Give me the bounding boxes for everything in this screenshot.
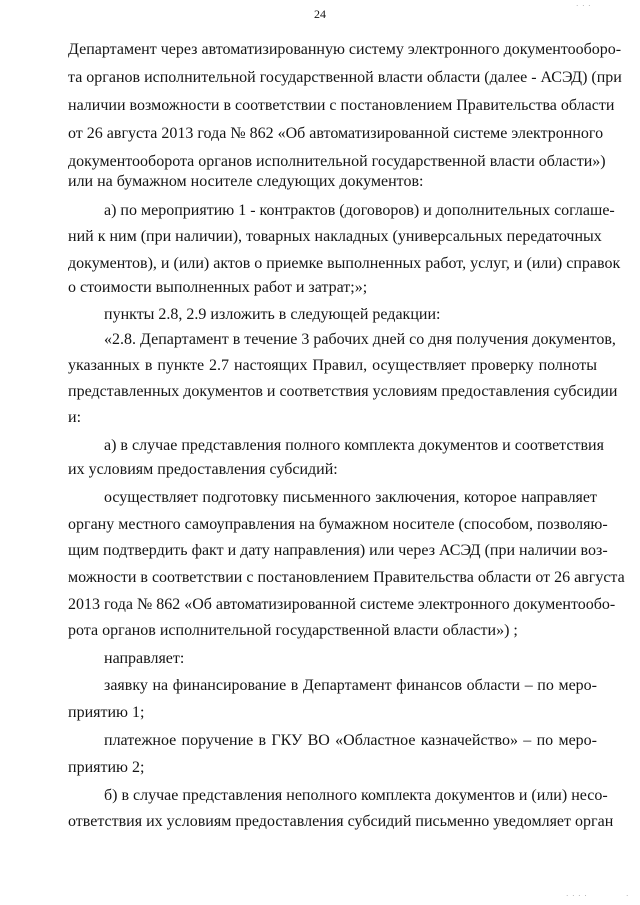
text-line-24: направляет: — [104, 650, 185, 667]
text-line-9: документов), и (или) актов о приемке выполненных работ, услуг, и (или) справок — [68, 255, 621, 272]
text-line-7: а) по мероприятию 1 - контрактов (договоров) и дополнительных соглаше- — [104, 202, 615, 219]
text-line-26: приятию 1; — [68, 704, 145, 721]
text-line-12: «2.8. Департамент в течение 3 рабочих дней со дня получения документов, — [104, 331, 616, 348]
text-line-21: можности в соответствии с постановлением Правительства области от 26 августа — [68, 569, 625, 586]
text-line-5: документооборота органов исполнительной государственной власти области») — [68, 153, 606, 170]
text-line-20: щим подтвердить факт и дату направления) или через АСЭД (при наличии воз- — [68, 542, 608, 559]
text-line-6: или на бумажном носителе следующих документов: — [68, 173, 424, 190]
text-line-3: наличии возможности в соответствии с постановлением Правительства области — [68, 97, 615, 114]
text-line-22: 2013 года № 862 «Об автоматизированной системе электронного документообо- — [68, 596, 616, 613]
text-line-4: от 26 августа 2013 года № 862 «Об автоматизированной системе электронного — [68, 125, 604, 142]
text-line-19: органу местного самоуправления на бумажном носителе (способом, позволяю- — [68, 516, 608, 533]
scan-speck-top: · · · — [576, 2, 592, 10]
text-line-2: та органов исполнительной государственной власти области (далее - АСЭД) (при — [68, 69, 622, 86]
text-line-28: приятию 2; — [68, 759, 145, 776]
text-line-14: представленных документов и соответствия условиям предоставления субсидии — [68, 383, 618, 400]
text-line-30: ответствия их условиям предоставления субсидий письменно уведомляет орган — [68, 813, 614, 830]
text-line-16: а) в случае представления полного комплекта документов и соответствия — [104, 437, 604, 454]
text-line-13: указанных в пункте 2.7 настоящих Правил, осуществляет проверку полноты — [68, 357, 597, 374]
text-line-15: и: — [68, 409, 82, 426]
text-line-25: заявку на финансирование в Департамент финансов области – по меро- — [104, 677, 597, 694]
scan-speck-bottom: · · · · — [566, 892, 588, 900]
text-line-29: б) в случае представления неполного комплекта документов и (или) несо- — [104, 787, 608, 804]
text-line-23: рота органов исполнительной государственной власти области») ; — [68, 622, 518, 639]
text-line-8: ний к ним (при наличии), товарных накладных (универсальных передаточных — [68, 228, 602, 245]
page-number: 24 — [314, 7, 326, 21]
text-line-1: Департамент через автоматизированную систему электронного документооборо- — [68, 41, 622, 58]
text-line-27: платежное поручение в ГКУ ВО «Областное казначейство» – по меро- — [104, 732, 597, 749]
text-line-18: осуществляет подготовку письменного заключения, которое направляет — [104, 489, 597, 506]
text-line-10: о стоимости выполненных работ и затрат;»; — [68, 279, 368, 296]
scan-speck-corner: · — [626, 892, 630, 900]
text-line-17: их условиям предоставления субсидий: — [68, 461, 338, 478]
text-line-11: пункты 2.8, 2.9 изложить в следующей редакции: — [104, 306, 441, 323]
